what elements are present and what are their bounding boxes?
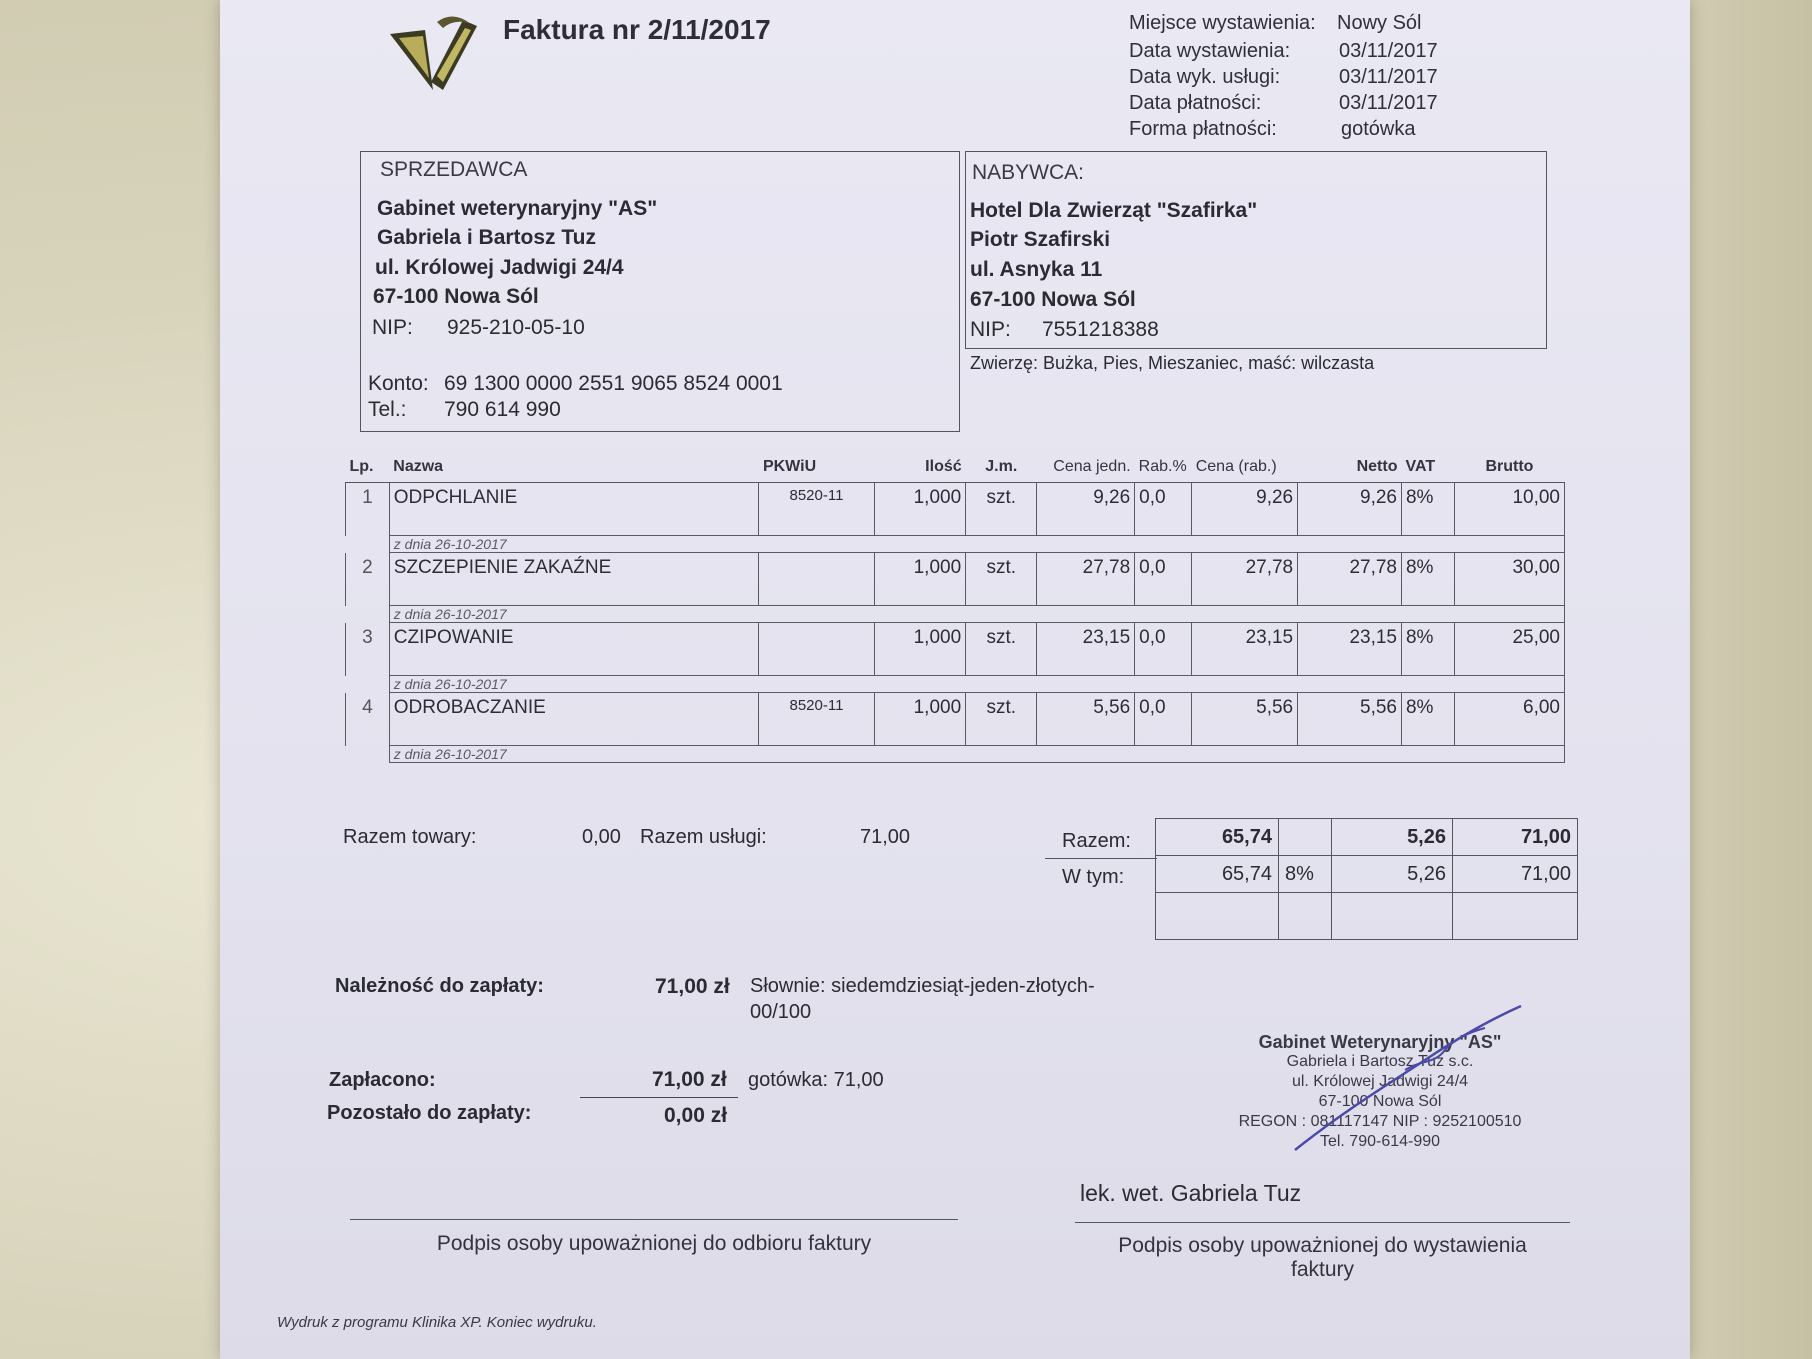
seller-city: 67-100 Nowa Sól	[373, 285, 539, 308]
row-unit: szt.	[966, 553, 1037, 606]
stamp-line-1: Gabinet Weterynaryjny "AS"	[1258, 1032, 1502, 1052]
buyer-header: NABYWCA:	[972, 161, 1085, 184]
col-price-discounted: Cena (rab.)	[1192, 440, 1298, 483]
seller-nip-label: NIP:	[372, 316, 413, 339]
row-price: 9,26	[1037, 483, 1135, 536]
row-name: ODROBACZANIE	[389, 693, 759, 746]
row-date: z dnia 26-10-2017	[389, 536, 1564, 553]
meta-payment-date-value: 03/11/2017	[1339, 92, 1438, 114]
receiver-signature-line	[350, 1219, 958, 1220]
row-vat: 8%	[1401, 623, 1454, 676]
total-netto: 65,74	[1156, 819, 1279, 856]
row-date-spacer	[346, 606, 390, 623]
row-date-spacer	[346, 536, 390, 553]
buyer-person: Piotr Szafirski	[970, 228, 1111, 251]
total-label: Razem:	[1062, 830, 1131, 852]
row-lp: 4	[346, 693, 390, 746]
row-lp: 1	[346, 483, 390, 536]
stamp-line-3: ul. Królowej Jadwigi 24/4	[1291, 1073, 1469, 1090]
meta-service-date-key: Data wyk. usługi:	[1129, 66, 1281, 88]
row-qty: 1,000	[874, 623, 966, 676]
seller-phone: 790 614 990	[444, 398, 561, 421]
col-pkwiu: PKWiU	[759, 440, 874, 483]
row-discount: 0,0	[1135, 623, 1192, 676]
total-brutto: 71,00	[1453, 819, 1578, 856]
row-price-discounted: 9,26	[1192, 483, 1298, 536]
seller-phone-label: Tel.:	[368, 398, 407, 421]
total-rate-empty	[1279, 819, 1332, 856]
row-vat: 8%	[1401, 693, 1454, 746]
goods-total-value: 0,00	[582, 826, 621, 848]
incl-rate: 8%	[1279, 856, 1332, 893]
row-discount: 0,0	[1135, 553, 1192, 606]
table-row	[346, 553, 1565, 606]
services-total-label: Razem usługi:	[640, 826, 767, 848]
row-name: SZCZEPIENIE ZAKAŹNE	[389, 553, 759, 606]
meta-payment-form-key: Forma płatności:	[1129, 118, 1277, 140]
buyer-city: 67-100 Nowa Sól	[970, 288, 1136, 311]
row-netto: 5,56	[1298, 693, 1402, 746]
spacer-cell	[1332, 893, 1453, 940]
paid-underline	[580, 1097, 738, 1098]
meta-payment-form-value: gotówka	[1341, 118, 1416, 140]
seller-account-label: Konto:	[368, 372, 429, 395]
meta-place-key: Miejsce wystawienia:	[1129, 12, 1316, 34]
row-discount: 0,0	[1135, 483, 1192, 536]
issuer-caption-line-1: Podpis osoby upoważnionej do wystawienia	[1118, 1234, 1527, 1257]
row-brutto: 10,00	[1454, 483, 1564, 536]
col-price: Cena jedn.	[1037, 440, 1135, 483]
clinic-logo-icon	[385, 12, 485, 104]
print-footer: Wydruk z programu Klinika XP. Koniec wydruku.	[277, 1314, 597, 1331]
row-name: CZIPOWANIE	[389, 623, 759, 676]
spacer-cell	[1453, 893, 1578, 940]
buyer-animal: Zwierzę: Bużka, Pies, Mieszaniec, maść: wilczasta	[970, 353, 1375, 373]
col-netto: Netto	[1298, 440, 1402, 483]
remaining-label: Pozostało do zapłaty:	[327, 1102, 532, 1124]
col-discount: Rab.%	[1135, 440, 1192, 483]
row-pkwiu	[759, 553, 874, 606]
table-row-date	[346, 536, 1565, 553]
incl-netto: 65,74	[1156, 856, 1279, 893]
spacer-cell	[1156, 893, 1279, 940]
meta-payment-date-key: Data płatności:	[1129, 92, 1262, 114]
col-qty: Ilość	[874, 440, 966, 483]
issuer-signature-line	[1075, 1222, 1570, 1223]
totals-row	[1156, 819, 1578, 856]
row-date: z dnia 26-10-2017	[389, 606, 1564, 623]
background-right	[1680, 0, 1812, 1359]
row-brutto: 25,00	[1454, 623, 1564, 676]
row-vat: 8%	[1401, 553, 1454, 606]
row-price-discounted: 5,56	[1192, 693, 1298, 746]
buyer-nip-label: NIP:	[970, 318, 1011, 341]
stamp-line-6: Tel. 790-614-990	[1319, 1133, 1441, 1150]
totals-spacer-row	[1156, 893, 1578, 940]
paid-method: gotówka: 71,00	[748, 1069, 884, 1091]
issuer-caption-line-2: faktury	[1290, 1258, 1355, 1281]
incl-label: W tym:	[1062, 866, 1125, 888]
incl-vat: 5,26	[1332, 856, 1453, 893]
row-date-spacer	[346, 746, 390, 763]
table-row-date	[346, 606, 1565, 623]
goods-total-label: Razem towary:	[343, 826, 477, 848]
totals-table	[1155, 818, 1578, 940]
issuer-name: lek. wet. Gabriela Tuz	[1080, 1180, 1302, 1206]
row-date: z dnia 26-10-2017	[389, 676, 1564, 693]
meta-issue-date-value: 03/11/2017	[1339, 40, 1438, 62]
row-pkwiu: 8520-11	[759, 483, 874, 536]
meta-issue-date-key: Data wystawienia:	[1129, 40, 1291, 62]
meta-service-date-value: 03/11/2017	[1339, 66, 1438, 88]
amount-due-value: 71,00 zł	[655, 975, 730, 998]
col-brutto: Brutto	[1454, 440, 1564, 483]
table-row	[346, 483, 1565, 536]
row-price-discounted: 27,78	[1192, 553, 1298, 606]
buyer-street: ul. Asnyka 11	[970, 258, 1103, 281]
row-price: 23,15	[1037, 623, 1135, 676]
row-netto: 27,78	[1298, 553, 1402, 606]
items-table	[345, 440, 1565, 763]
seller-name: Gabinet weterynaryjny "AS"	[377, 197, 658, 220]
seller-nip: 925-210-05-10	[447, 316, 585, 339]
buyer-nip: 7551218388	[1042, 318, 1159, 341]
spacer-cell	[1279, 893, 1332, 940]
row-pkwiu: 8520-11	[759, 693, 874, 746]
row-lp: 2	[346, 553, 390, 606]
paid-value: 71,00 zł	[652, 1068, 727, 1091]
stamp-line-2: Gabriela i Bartosz Tuz s.c.	[1286, 1053, 1474, 1070]
row-discount: 0,0	[1135, 693, 1192, 746]
row-unit: szt.	[966, 483, 1037, 536]
row-lp: 3	[346, 623, 390, 676]
row-price: 5,56	[1037, 693, 1135, 746]
meta-place-value: Nowy Sól	[1337, 12, 1422, 34]
row-netto: 23,15	[1298, 623, 1402, 676]
row-price-discounted: 23,15	[1192, 623, 1298, 676]
row-vat: 8%	[1401, 483, 1454, 536]
seller-owners: Gabriela i Bartosz Tuz	[377, 226, 596, 249]
row-date-spacer	[346, 676, 390, 693]
row-date: z dnia 26-10-2017	[389, 746, 1564, 763]
row-unit: szt.	[966, 693, 1037, 746]
items-header-row	[346, 440, 1565, 483]
stamp-line-5: REGON : 081117147 NIP : 9252100510	[1238, 1113, 1522, 1130]
table-row	[346, 623, 1565, 676]
amount-in-words: Słownie: siedemdziesiąt-jeden-złotych-	[750, 975, 1095, 997]
issuer-signature-caption	[1075, 1234, 1570, 1282]
table-row-date	[346, 676, 1565, 693]
seller-street: ul. Królowej Jadwigi 24/4	[375, 256, 624, 279]
row-qty: 1,000	[874, 483, 966, 536]
total-vat: 5,26	[1332, 819, 1453, 856]
col-unit: J.m.	[966, 440, 1037, 483]
row-netto: 9,26	[1298, 483, 1402, 536]
receiver-signature-caption: Podpis osoby upoważnionej do odbioru faktury	[436, 1232, 872, 1255]
col-name: Nazwa	[389, 440, 759, 483]
table-row	[346, 693, 1565, 746]
remaining-value: 0,00 zł	[664, 1104, 728, 1127]
row-brutto: 30,00	[1454, 553, 1564, 606]
services-total-value: 71,00	[860, 826, 911, 848]
seller-account: 69 1300 0000 2551 9065 8524 0001	[444, 372, 783, 395]
col-lp: Lp.	[346, 440, 390, 483]
invoice-page	[220, 0, 1690, 1359]
row-price: 27,78	[1037, 553, 1135, 606]
invoice-title: Faktura nr 2/11/2017	[503, 14, 771, 45]
table-row-date	[346, 746, 1565, 763]
row-name: ODPCHLANIE	[389, 483, 759, 536]
incl-brutto: 71,00	[1453, 856, 1578, 893]
col-vat: VAT	[1401, 440, 1454, 483]
row-qty: 1,000	[874, 693, 966, 746]
row-unit: szt.	[966, 623, 1037, 676]
amount-in-words-cont: 00/100	[750, 1001, 812, 1023]
handwritten-signature-icon	[1285, 1000, 1545, 1160]
row-qty: 1,000	[874, 553, 966, 606]
seller-header: SPRZEDAWCA	[380, 158, 528, 181]
total-underline	[1045, 858, 1157, 859]
incl-row	[1156, 856, 1578, 893]
buyer-name: Hotel Dla Zwierząt "Szafirka"	[970, 199, 1258, 222]
row-brutto: 6,00	[1454, 693, 1564, 746]
stamp-line-4: 67-100 Nowa Sól	[1318, 1093, 1442, 1110]
amount-due-label: Należność do zapłaty:	[335, 975, 544, 997]
row-pkwiu	[759, 623, 874, 676]
paid-label: Zapłacono:	[329, 1069, 436, 1091]
